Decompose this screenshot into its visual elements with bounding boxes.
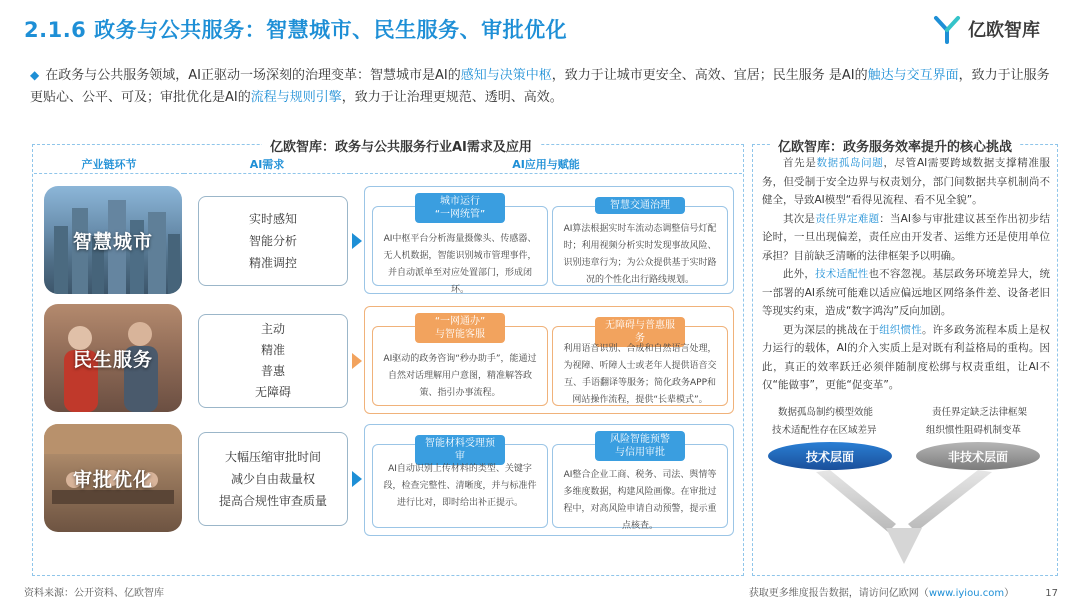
balance-diagram xyxy=(756,396,1056,576)
app-card-tag: 城市运行 “一网统管” xyxy=(415,193,505,223)
column-header-bar xyxy=(34,154,742,174)
column-header: AI应用与赋能 xyxy=(350,154,742,174)
challenge-paragraph: 其次是责任界定难题：当AI参与审批建议甚至作出初步结论时，一旦出现偏差，责任应由开发者、运维方还是使用单位承担？目前缺乏清晰的法律框架予以明确。 xyxy=(762,212,1051,262)
left-panel-title: 亿欧智库：政务与公共服务行业AI需求及应用 xyxy=(262,136,540,155)
need-item: 减少自由裁量权 xyxy=(230,472,315,486)
intro-highlight: 触达与交互界面 xyxy=(867,68,959,83)
stage-label: 民生服务 xyxy=(72,348,153,371)
intro-highlight: 流程与规则引擎 xyxy=(250,90,342,105)
intro-paragraph xyxy=(30,64,1060,109)
app-card-tag: “一网通办” 与智能客服 xyxy=(415,313,505,343)
tech-level-label: 技术层面 xyxy=(805,449,854,464)
app-card-tag: 风险智能预警 与信用审批 xyxy=(595,431,685,461)
need-box-smart-city xyxy=(198,196,348,286)
app-card xyxy=(372,196,548,295)
need-box-approval xyxy=(198,432,348,526)
app-card-tag: 智慧交通治理 xyxy=(595,197,685,214)
need-item: 大幅压缩审批时间 xyxy=(224,450,321,464)
arrow-right-icon xyxy=(352,233,362,249)
need-item: 普惠 xyxy=(260,364,285,378)
arrow-right-icon xyxy=(352,353,362,369)
challenge-paragraph: 首先是数据孤岛问题，尽管AI需要跨域数据支撑精准服务，但受制于安全边界与权责划分，部门间数据共享机制尚不健全，导致AI模型“看得见流程、看不见全貌”。 xyxy=(762,157,1051,206)
need-item: 精准调控 xyxy=(248,256,297,270)
app-card xyxy=(372,438,548,528)
app-card-tag: 无障碍与普惠服务 xyxy=(595,317,685,347)
need-item: 提高合规性审查质量 xyxy=(218,494,327,508)
challenge-text xyxy=(762,154,1050,395)
app-card xyxy=(552,200,728,286)
website-link[interactable]: www.iyiou.com xyxy=(928,588,1005,599)
need-item: 智能分析 xyxy=(248,234,297,248)
page-number: 17 xyxy=(1045,588,1058,599)
stage-image-smart-city xyxy=(44,186,182,294)
challenge-paragraph: 更为深层的挑战在于组织惯性。许多政务流程本质上是权力运行的载体，AI的介入实质上是对既有利益格局的重构。因此，真正的效率跃迁必须伴随制度松绑与权责重组，让AI不仅“能做事”，更能“促变革”。 xyxy=(762,323,1050,391)
nontech-item: 组织惯性阻碍机制变革 xyxy=(926,425,1022,436)
challenge-paragraph: 此外，技术适配性也不容忽视。基层政务环境差异大，统一部署的AI系统可能难以适应偏远地区网络条件差、设备老旧等现实约束，造成“数字鸿沟”反向加剧。 xyxy=(762,268,1050,317)
logo-text: 亿欧智库 xyxy=(968,20,1040,41)
intro-text: ，致力于让城市更安全、高效、宜居；民生服务 是AI的 xyxy=(551,68,868,83)
tech-item: 数据孤岛制约模型效能 xyxy=(778,407,874,418)
app-card xyxy=(552,320,728,406)
need-item: 实时感知 xyxy=(248,212,297,226)
app-card-text: AI算法根据实时车流动态调整信号灯配时；利用视频分析实时发现事故风险、识别违章行为；为公众提供基于实时路况的个性化出行路线规划。 xyxy=(563,224,717,285)
app-card-text: 利用语音识别、合成和自然语言处理，为视障、听障人士或老年人提供语音交互、手语翻译等服务；简化政务APP和网站操作流程，提供“长辈模式”。 xyxy=(563,344,717,405)
nontech-item: 责任界定缺乏法律框架 xyxy=(932,407,1028,418)
stage-image-approval xyxy=(44,424,182,532)
need-item: 无障碍 xyxy=(254,385,291,399)
diamond-bullet-icon: ◆ xyxy=(30,68,40,82)
app-card xyxy=(372,316,548,406)
intro-highlight: 感知与决策中枢 xyxy=(460,68,552,83)
need-item: 精准 xyxy=(260,343,285,357)
arrow-right-icon xyxy=(352,471,362,487)
app-card-tag: 智能材料受理预审 xyxy=(415,435,505,465)
app-card-text: AI中枢平台分析海量摄像头、传感器、无人机数据，智能识别城市管理事件，并自动派单至对应处置部门，形成闭环。 xyxy=(383,234,537,295)
intro-text: ，致力于让治理更规范、透明、高效。 xyxy=(341,90,563,105)
stage-label: 审批优化 xyxy=(72,468,153,491)
column-header: AI需求 xyxy=(184,154,350,174)
nontech-level-label: 非技术层面 xyxy=(947,449,1008,464)
footer-right: 获取更多维度报告数据，请访问亿欧网（www.iyiou.com） 17 xyxy=(748,588,1058,599)
logo-mark-icon xyxy=(932,14,962,44)
intro-text: 在政务与公共服务领域，AI正驱动一场深刻的治理变革：智慧城市是AI的 xyxy=(45,68,461,83)
app-card-text: AI驱动的政务咨询“秒办助手”，能通过自然对话理解用户意图，精准解答政策、指引办事流程。 xyxy=(383,354,537,398)
logo xyxy=(932,14,1040,44)
balance-icon xyxy=(756,396,1056,576)
page-title: 2.1.6 政务与公共服务：智慧城市、民生服务、审批优化 xyxy=(24,18,568,42)
column-header: 产业链环节 xyxy=(34,154,184,174)
need-item: 主动 xyxy=(260,322,285,336)
right-panel-title: 亿欧智库：政务服务效率提升的核心挑战 xyxy=(770,136,1020,155)
intro-text: ，致力于让服务更贴心、公平、可及；审批优化是AI的 xyxy=(30,68,1050,105)
app-card-text: AI整合企业工商、税务、司法、舆情等多维度数据，构建风险画像。在审批过程中，对高风险申请自动预警，提示重点核查。 xyxy=(563,470,717,531)
tech-item: 技术适配性存在区域差异 xyxy=(772,425,877,436)
stage-label: 智慧城市 xyxy=(72,230,153,253)
app-card xyxy=(552,434,728,531)
need-box-livelihood xyxy=(198,314,348,408)
app-card-text: AI自动识别上传材料的类型、关键字段，检查完整性、清晰度，并与标准件进行比对，即时给出补正提示。 xyxy=(383,464,537,508)
stage-image-livelihood xyxy=(44,304,182,412)
source-note: 资料来源：公开资料、亿欧智库 xyxy=(24,588,164,599)
